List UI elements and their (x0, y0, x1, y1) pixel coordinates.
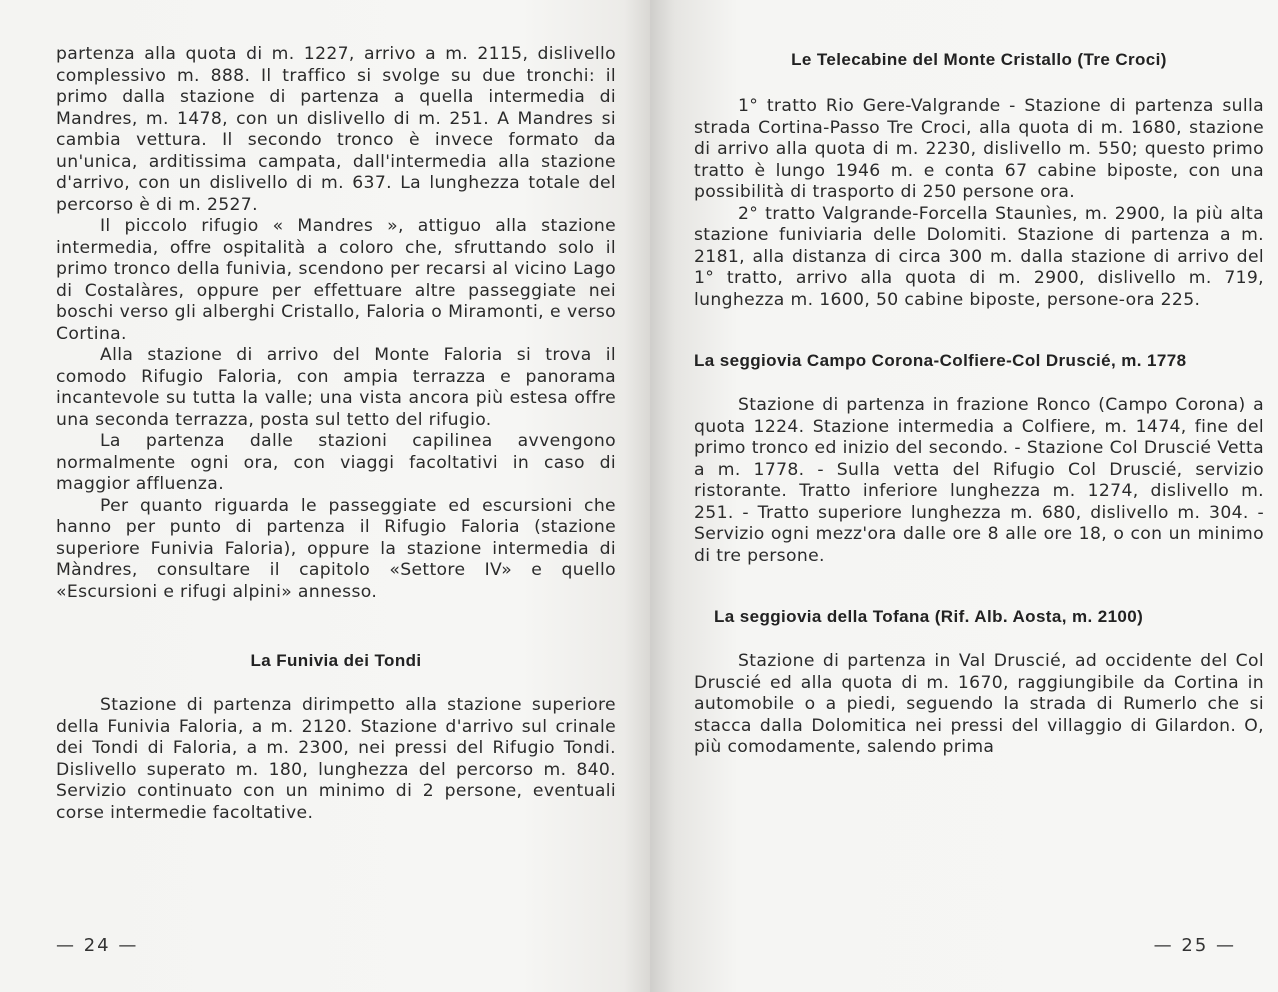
section-heading-telecabine-cristallo: Le Telecabine del Monte Cristallo (Tre Croci) (791, 50, 1167, 69)
section-heading-funivia-tondi: La Funivia dei Tondi (250, 651, 422, 670)
right-section-2-body (694, 395, 1264, 567)
right-section-3-body (694, 651, 1264, 759)
section-heading-seggiovia-tofana: La seggiovia della Tofana (Rif. Alb. Aosta, m. 2100) (714, 607, 1144, 626)
page-number-right: — 25 — (1153, 935, 1236, 956)
right-paragraph-1: 1° tratto Rio Gere-Valgrande - Stazione di partenza sulla strada Cortina-Passo Tre Croci, alla quota di m. 1680, stazione di arrivo alla quota di m. 2230, dislivello m. 550; questo primo tratto è lungo 1946 m. e conta 67 cabine biposte, con una possibilità di trasporto di 250 persone ora. (694, 96, 1264, 202)
left-paragraph-5: Per quanto riguarda le passeggiate ed escursioni che hanno per punto di partenza il Rifugio Faloria (stazione superiore Funivia Faloria), oppure la stazione intermedia di Màndres, consultare il capitolo «Settore IV» e quello «Escursioni e rifugi alpini» annesso. (56, 495, 616, 602)
right-page (650, 0, 1278, 992)
section-heading-seggiovia-campo-corona: La seggiovia Campo Corona-Colfiere-Col Druscié, m. 1778 (694, 351, 1187, 370)
right-section-1-body (694, 96, 1264, 311)
left-paragraph-3: Alla stazione di arrivo del Monte Faloria si trova il comodo Rifugio Faloria, con ampia terrazza e panorama incantevole su tutta la valle; una vista ancora più estesa offre una seconda terrazza, posta sul tetto del rifugio. (56, 345, 616, 430)
left-page-body (56, 44, 630, 603)
right-paragraph-4: Stazione di partenza in Val Druscié, ad occidente del Col Druscié ed alla quota di m. 1670, raggiungibile da Cortina in automobile o a piedi, seguendo la strada di Rumerlo che si stacca dalla Dolomitica nei pressi del villaggio di Gilardon. O, più comodamente, salendo prima (694, 651, 1264, 757)
left-section-body (56, 695, 630, 824)
right-paragraph-3: Stazione di partenza in frazione Ronco (Campo Corona) a quota 1224. Stazione intermedia a Colfiere, m. 1474, fine del primo tronco ed inizio del secondo. - Stazione Col Druscié Vetta a m. 1778. - Sulla vetta del Rifugio Col Druscié, servizio ristorante. Tratto inferiore lunghezza m. 1274, dislivello m. 251. - Tratto superiore lunghezza m. 680, dislivello m. 304. - Servizio ogni mezz'ora dalle ore 8 alle ore 18, o con un minimo di tre persone. (694, 395, 1264, 566)
left-paragraph-4: La partenza dalle stazioni capilinea avvengono normalmente ogni ora, con viaggi facoltativi in caso di maggior affluenza. (56, 431, 616, 494)
left-section-paragraph: Stazione di partenza dirimpetto alla stazione superiore della Funivia Faloria, a m. 2120. Stazione d'arrivo sul crinale dei Tondi di Faloria, a m. 2300, nei pressi del Rifugio Tondi. Dislivello superato m. 180, lunghezza del percorso m. 840. Servizio continuato con un minimo di 2 persone, eventuali corse intermedie facoltative. (56, 695, 616, 823)
right-paragraph-2: 2° tratto Valgrande-Forcella Staunìes, m. 2900, la più alta stazione funiviaria delle Dolomiti. Stazione di partenza a m. 2181, alla distanza di circa 300 m. dalla stazione di arrivo del 1° tratto, arrivo alla quota di m. 2900, dislivello m. 719, lunghezza m. 1600, 50 cabine biposte, persone-ora 225. (694, 203, 1264, 310)
page-number-left: — 24 — (56, 935, 139, 956)
left-paragraph-1: partenza alla quota di m. 1227, arrivo a m. 2115, dislivello complessivo m. 888. Il traffico si svolge su due tronchi: il primo dalla stazione di partenza a quella intermedia di Mandres, m. 1478, con un dislivello di m. 251. A Mandres si cambia vettura. Il secondo tronco è invece formato da un'unica, arditissima campata, dall'intermedia alla stazione d'arrivo, con un dislivello di m. 637. La lunghezza totale del percorso è di m. 2527. (56, 44, 616, 215)
left-paragraph-2: Il piccolo rifugio « Mandres », attiguo alla stazione intermedia, offre ospitalità a coloro che, sfruttando solo il primo tronco della funivia, scendono per recarsi al vicino Lago di Costalàres, oppure per effettuare altre passeggiate nei boschi verso gli alberghi Cristallo, Faloria o Miramonti, e verso Cortina. (56, 216, 616, 344)
